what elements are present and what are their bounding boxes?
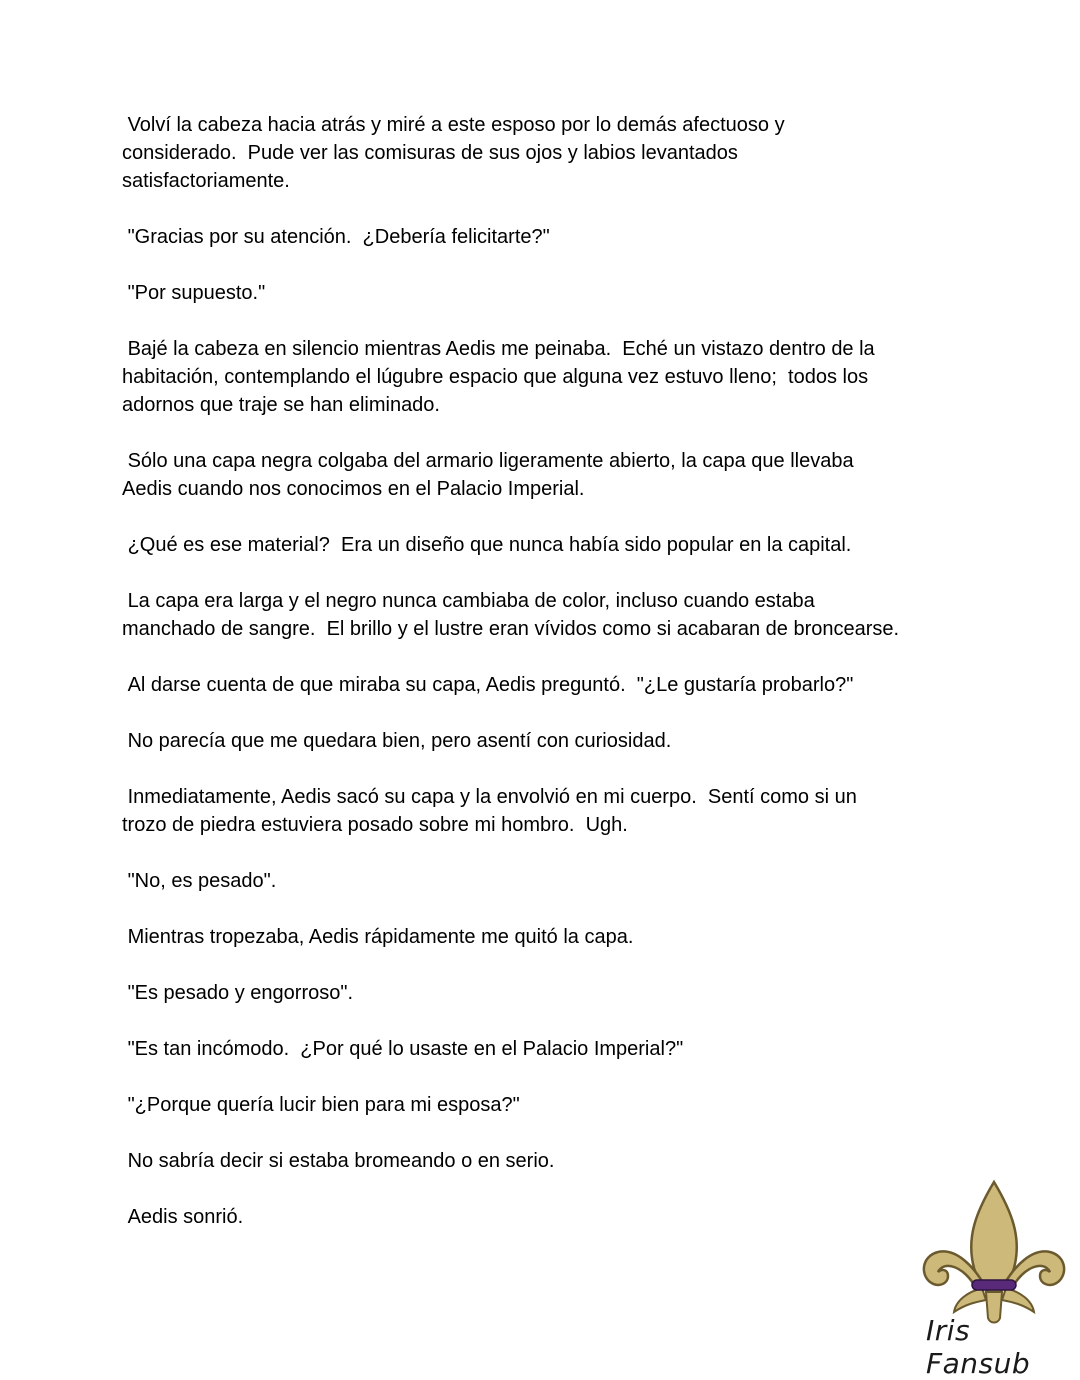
- paragraph: "¿Porque quería lucir bien para mi esposa?": [122, 1094, 520, 1116]
- paragraph: "Es tan incómodo. ¿Por qué lo usaste en el Palacio Imperial?": [122, 1038, 684, 1060]
- paragraph: "Gracias por su atención. ¿Debería felicitarte?": [122, 226, 550, 248]
- paragraph: ¿Qué es ese material? Era un diseño que nunca había sido popular en la capital.: [122, 534, 852, 556]
- paragraph: "No, es pesado".: [122, 870, 277, 892]
- watermark-text: Iris Fansub: [926, 1314, 1031, 1380]
- paragraph: Sólo una capa negra colgaba del armario ligeramente abierto, la capa que llevaba Aedis cuando nos conocimos en el Palacio Imperial.: [122, 450, 854, 500]
- text-body: [122, 111, 962, 1259]
- paragraph: "Es pesado y engorroso".: [122, 982, 354, 1004]
- paragraph: Al darse cuenta de que miraba su capa, Aedis preguntó. "¿Le gustaría probarlo?": [122, 674, 854, 696]
- paragraph: La capa era larga y el negro nunca cambiaba de color, incluso cuando estaba manchado de sangre. El brillo y el lustre eran vívidos como si acabaran de broncearse.: [122, 590, 900, 640]
- paragraph: Inmediatamente, Aedis sacó su capa y la envolvió en mi cuerpo. Sentí como si un trozo de piedra estuviera posado sobre mi hombro. Ugh.: [122, 786, 857, 836]
- paragraph: Aedis sonrió.: [122, 1206, 244, 1228]
- paragraph: No sabría decir si estaba bromeando o en serio.: [122, 1150, 555, 1172]
- paragraph: "Por supuesto.": [122, 282, 266, 304]
- paragraph: Mientras tropezaba, Aedis rápidamente me quitó la capa.: [122, 926, 634, 948]
- paragraph: Volví la cabeza hacia atrás y miré a este esposo por lo demás afectuoso y considerado. Pude ver las comisuras de sus ojos y labios levantados satisfactoriamente.: [122, 114, 785, 192]
- paragraph: Bajé la cabeza en silencio mientras Aedis me peinaba. Eché un vistazo dentro de la habitación, contemplando el lúgubre espacio que alguna vez estuvo lleno; todos los adornos que traje se han eliminado.: [122, 338, 875, 416]
- paragraph: No parecía que me quedara bien, pero asentí con curiosidad.: [122, 730, 672, 752]
